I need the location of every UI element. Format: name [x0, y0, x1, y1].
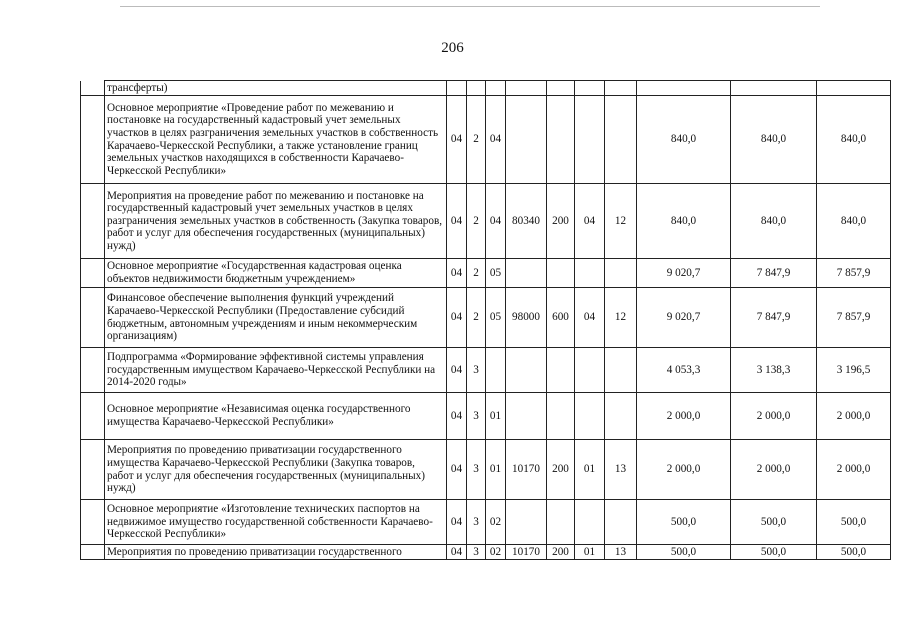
- code-cell: 04: [575, 288, 605, 348]
- code-cell: 01: [486, 393, 506, 440]
- code-cell: [605, 259, 637, 288]
- amount-cell: 4 053,3: [637, 348, 731, 393]
- code-cell: [575, 393, 605, 440]
- code-cell: 04: [447, 348, 467, 393]
- blank-cell: [81, 545, 105, 560]
- table-row: [81, 545, 891, 560]
- code-cell: [547, 96, 575, 184]
- code-cell: [506, 393, 547, 440]
- row-name: Основное мероприятие «Проведение работ по межеванию и постановке на государственный кадастровый учет земельных участков в целях разграничения земельных участков в собственность Карачаево-Черкесской Республики, а также установление границ земельных участков находящихся в собственности Карачаево-Черкесской Республики»: [105, 96, 447, 184]
- code-cell: [575, 348, 605, 393]
- code-cell: 12: [605, 288, 637, 348]
- code-cell: 04: [447, 440, 467, 500]
- amount-cell: 500,0: [817, 500, 891, 545]
- table-row: [81, 393, 891, 440]
- code-cell: 04: [447, 96, 467, 184]
- budget-table: [80, 80, 891, 560]
- amount-cell: 2 000,0: [637, 393, 731, 440]
- amount-cell: 2 000,0: [731, 393, 817, 440]
- amount-cell: 840,0: [731, 96, 817, 184]
- amount-cell: 2 000,0: [817, 440, 891, 500]
- code-cell: 05: [486, 259, 506, 288]
- table-row: [81, 348, 891, 393]
- code-cell: 2: [467, 259, 486, 288]
- code-cell: 04: [447, 393, 467, 440]
- code-cell: 80340: [506, 184, 547, 259]
- code-cell: 04: [575, 184, 605, 259]
- amount-cell: [731, 81, 817, 96]
- amount-cell: 9 020,7: [637, 288, 731, 348]
- blank-cell: [81, 393, 105, 440]
- code-cell: 01: [575, 440, 605, 500]
- code-cell: [605, 81, 637, 96]
- code-cell: [575, 259, 605, 288]
- blank-cell: [81, 81, 105, 96]
- table-row: [81, 288, 891, 348]
- amount-cell: 500,0: [637, 500, 731, 545]
- code-cell: [547, 348, 575, 393]
- code-cell: 2: [467, 288, 486, 348]
- code-cell: 10170: [506, 545, 547, 560]
- amount-cell: 7 857,9: [817, 288, 891, 348]
- code-cell: [547, 259, 575, 288]
- blank-cell: [81, 184, 105, 259]
- table-row: [81, 96, 891, 184]
- code-cell: 3: [467, 393, 486, 440]
- row-name: Основное мероприятие «Государственная кадастровая оценка объектов недвижимости бюджетным учреждением»: [105, 259, 447, 288]
- code-cell: [547, 500, 575, 545]
- amount-cell: 2 000,0: [731, 440, 817, 500]
- amount-cell: 7 857,9: [817, 259, 891, 288]
- code-cell: 02: [486, 545, 506, 560]
- amount-cell: 500,0: [731, 545, 817, 560]
- amount-cell: 2 000,0: [637, 440, 731, 500]
- scan-edge-line: [120, 6, 820, 7]
- amount-cell: 840,0: [731, 184, 817, 259]
- row-name: Мероприятия по проведению приватизации государственного: [105, 545, 447, 560]
- code-cell: 04: [447, 288, 467, 348]
- code-cell: [486, 348, 506, 393]
- code-cell: [506, 81, 547, 96]
- amount-cell: 2 000,0: [817, 393, 891, 440]
- blank-cell: [81, 259, 105, 288]
- amount-cell: 9 020,7: [637, 259, 731, 288]
- code-cell: 3: [467, 500, 486, 545]
- table-row: [81, 440, 891, 500]
- code-cell: 04: [447, 259, 467, 288]
- row-name: трансферты): [105, 81, 447, 96]
- code-cell: [575, 96, 605, 184]
- code-cell: [605, 96, 637, 184]
- row-name: Основное мероприятие «Изготовление технических паспортов на недвижимое имущество государственной собственности Карачаево-Черкесской Республики»: [105, 500, 447, 545]
- amount-cell: 500,0: [731, 500, 817, 545]
- code-cell: [506, 259, 547, 288]
- table-row: [81, 500, 891, 545]
- code-cell: [547, 393, 575, 440]
- blank-cell: [81, 96, 105, 184]
- code-cell: [506, 500, 547, 545]
- code-cell: 10170: [506, 440, 547, 500]
- code-cell: [506, 348, 547, 393]
- code-cell: [605, 393, 637, 440]
- code-cell: [575, 500, 605, 545]
- code-cell: 600: [547, 288, 575, 348]
- code-cell: 01: [486, 440, 506, 500]
- code-cell: 200: [547, 184, 575, 259]
- amount-cell: 840,0: [817, 184, 891, 259]
- code-cell: 200: [547, 440, 575, 500]
- code-cell: 01: [575, 545, 605, 560]
- code-cell: 04: [447, 500, 467, 545]
- code-cell: [605, 500, 637, 545]
- table-row: [81, 184, 891, 259]
- row-name: Подпрограмма «Формирование эффективной системы управления государственным имуществом Карачаево-Черкесской Республики на 2014-2020 годы»: [105, 348, 447, 393]
- code-cell: 2: [467, 184, 486, 259]
- row-name: Основное мероприятие «Независимая оценка государственного имущества Карачаево-Черкесской Республики»: [105, 393, 447, 440]
- code-cell: [447, 81, 467, 96]
- code-cell: [547, 81, 575, 96]
- code-cell: 200: [547, 545, 575, 560]
- blank-cell: [81, 288, 105, 348]
- amount-cell: 7 847,9: [731, 259, 817, 288]
- amount-cell: 3 196,5: [817, 348, 891, 393]
- amount-cell: 840,0: [637, 96, 731, 184]
- amount-cell: 840,0: [817, 96, 891, 184]
- code-cell: [605, 348, 637, 393]
- table-row: [81, 259, 891, 288]
- row-name: Мероприятия по проведению приватизации государственного имущества Карачаево-Черкесской Республики (Закупка товаров, работ и услуг для обеспечения государственных (муниципальных) нужд): [105, 440, 447, 500]
- row-name: Финансовое обеспечение выполнения функций учреждений Карачаево-Черкесской Республики (Предоставление субсидий бюджетным, автономным учреждениям и иным некоммерческим организациям): [105, 288, 447, 348]
- code-cell: [575, 81, 605, 96]
- amount-cell: 3 138,3: [731, 348, 817, 393]
- code-cell: 04: [486, 184, 506, 259]
- amount-cell: [817, 81, 891, 96]
- code-cell: [506, 96, 547, 184]
- code-cell: 13: [605, 545, 637, 560]
- page-number: 206: [441, 40, 464, 56]
- code-cell: 3: [467, 440, 486, 500]
- code-cell: 3: [467, 348, 486, 393]
- blank-cell: [81, 440, 105, 500]
- code-cell: 3: [467, 545, 486, 560]
- row-name: Мероприятия на проведение работ по межеванию и постановке на государственный кадастровый учет земельных участков в целях разграничения земельных участков в собственность (Закупка товаров, работ и услуг для обеспечения государственных (муниципальных) нужд): [105, 184, 447, 259]
- code-cell: 13: [605, 440, 637, 500]
- amount-cell: 500,0: [637, 545, 731, 560]
- code-cell: 04: [447, 184, 467, 259]
- code-cell: 98000: [506, 288, 547, 348]
- amount-cell: 840,0: [637, 184, 731, 259]
- table-row: [81, 81, 891, 96]
- blank-cell: [81, 348, 105, 393]
- blank-cell: [81, 500, 105, 545]
- code-cell: 02: [486, 500, 506, 545]
- amount-cell: 7 847,9: [731, 288, 817, 348]
- code-cell: [467, 81, 486, 96]
- amount-cell: [637, 81, 731, 96]
- code-cell: 2: [467, 96, 486, 184]
- code-cell: [486, 81, 506, 96]
- code-cell: 04: [447, 545, 467, 560]
- code-cell: 12: [605, 184, 637, 259]
- code-cell: 04: [486, 96, 506, 184]
- amount-cell: 500,0: [817, 545, 891, 560]
- code-cell: 05: [486, 288, 506, 348]
